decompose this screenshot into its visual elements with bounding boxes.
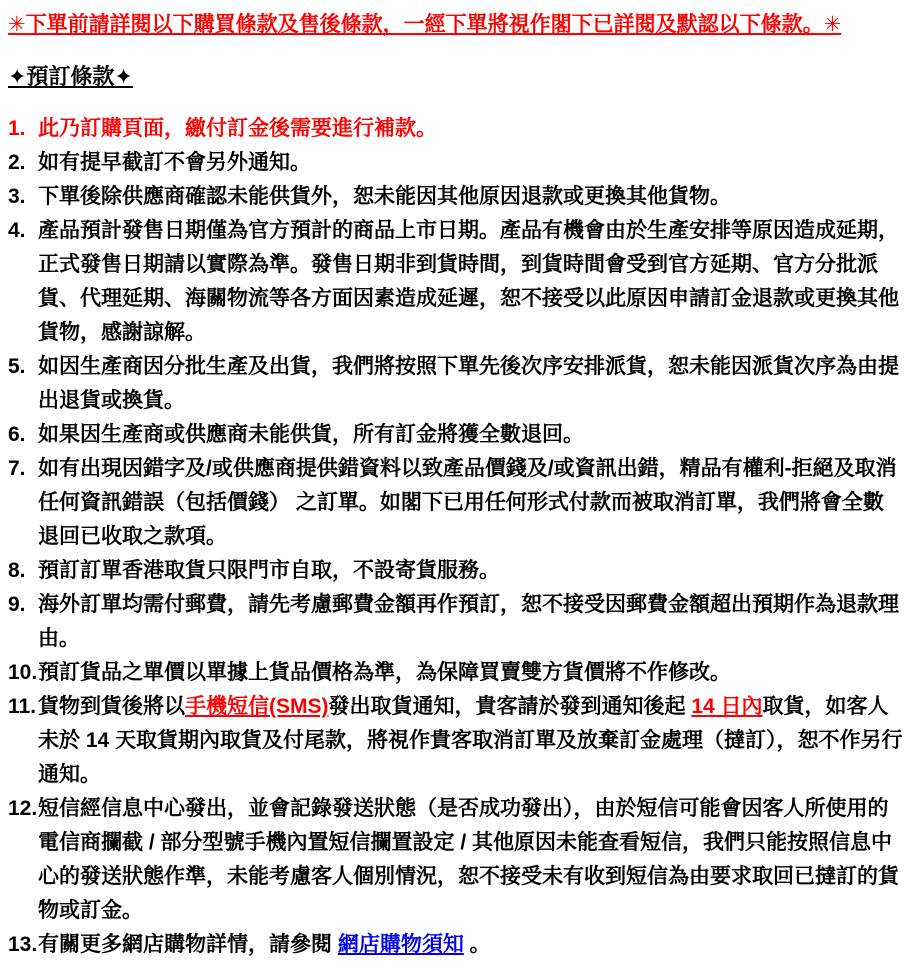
- purchase-notice-title: ✳下單前請詳閱以下購買條款及售後條款，一經下單將視作閣下已詳閱及默認以下條款。✳: [8, 13, 842, 36]
- term-text: [38, 928, 903, 962]
- term-item-12: [8, 792, 903, 928]
- term-number: 10.: [8, 661, 38, 684]
- term-number: 12.: [8, 797, 38, 820]
- term-number: 6.: [8, 423, 26, 446]
- term-number: 8.: [8, 559, 26, 582]
- term-text: 預訂訂單香港取貨只限門市自取，不設寄貨服務。: [38, 559, 500, 582]
- term-text: 下單後除供應商確認未能供貨外，恕未能因其他原因退款或更換其他貨物。: [38, 185, 731, 208]
- term-number: 7.: [8, 457, 26, 480]
- term-text: 短信經信息中心發出，並會記錄發送狀態（是否成功發出），由於短信可能會因客人所使用的電信商攔截 / 部分型號手機內置短信攔置設定 / 其他原因未能查看短信，我們只能按照信息中心的發送狀態作準，未能考慮客人個別情況，恕不接受未有收到短信為由要求取回已撻訂的貨物或訂金。: [38, 797, 899, 922]
- term-item-11: [8, 690, 903, 792]
- term-text-segment: 貨物到貨後將以: [38, 695, 185, 718]
- preorder-terms-heading: ✦預訂條款✦: [8, 64, 133, 89]
- term-text: [38, 690, 903, 792]
- term-number: 13.: [8, 933, 38, 956]
- term-text-segment: 取貨，如客人未於 14 天取貨期內取貨及付尾款，將視作貴客取消訂單及放棄訂金處理（撻訂），恕不作另行通知。: [38, 695, 903, 786]
- term-item-3: [8, 180, 903, 214]
- term-text: 預訂貨品之單價以單據上貨品價格為準，為保障買賣雙方貨價將不作修改。: [38, 661, 731, 684]
- term-number: 9.: [8, 593, 26, 616]
- pickup-deadline-highlight: 14 日內: [691, 695, 763, 718]
- term-text-segment: 有關更多網店購物詳情，請參閱: [38, 933, 338, 956]
- term-number: 11.: [8, 695, 37, 718]
- sms-notice-highlight: 手機短信(SMS): [185, 695, 329, 718]
- term-number: 5.: [8, 355, 26, 378]
- term-text-segment: 發出取貨通知，貴客請於發到通知後起: [328, 695, 692, 718]
- term-text: 如有提早截訂不會另外通知。: [38, 151, 311, 174]
- term-item-2: [8, 146, 903, 180]
- term-text: 如因生產商因分批生產及出貨，我們將按照下單先後次序安排派貨，恕未能因派貨次序為由提出退貨或換貨。: [38, 355, 899, 412]
- term-number: 2.: [8, 151, 26, 174]
- term-text: 海外訂單均需付郵費，請先考慮郵費金額再作預訂，恕不接受因郵費金額超出預期作為退款理由。: [38, 593, 899, 650]
- term-text: 如果因生產商或供應商未能供貨，所有訂金將獲全數退回。: [38, 423, 584, 446]
- term-number: 4.: [8, 219, 26, 242]
- term-item-4: [8, 214, 903, 350]
- term-item-6: [8, 418, 903, 452]
- term-text: 此乃訂購頁面，繳付訂金後需要進行補款。: [38, 117, 437, 140]
- term-item-10: [8, 656, 903, 690]
- term-item-5: [8, 350, 903, 418]
- terms-list: [8, 112, 903, 962]
- term-text: 產品預計發售日期僅為官方預計的商品上市日期。產品有機會由於生產安排等原因造成延期，正式發售日期請以實際為準。發售日期非到貨時間，到貨時間會受到官方延期、官方分批派貨、代理延期、海關物流等各方面因素造成延遲，恕不接受以此原因申請訂金退款或更換其他貨物，感謝諒解。: [38, 219, 899, 344]
- term-item-8: [8, 554, 903, 588]
- store-guide-link[interactable]: 網店購物須知: [337, 933, 464, 956]
- term-number: 3.: [8, 185, 26, 208]
- term-item-9: [8, 588, 903, 656]
- term-item-7: [8, 452, 903, 554]
- term-text-segment: 。: [463, 933, 491, 956]
- term-number: 1.: [8, 117, 26, 140]
- term-text: 如有出現因錯字及/或供應商提供錯資料以致產品價錢及/或資訊出錯，精品有權利-拒絕及取消任何資訊錯誤（包括價錢） 之訂單。如閣下已用任何形式付款而被取消訂單，我們將會全數退回已收取之款項。: [38, 457, 897, 548]
- term-item-1: [8, 112, 903, 146]
- term-item-13: [8, 928, 903, 962]
